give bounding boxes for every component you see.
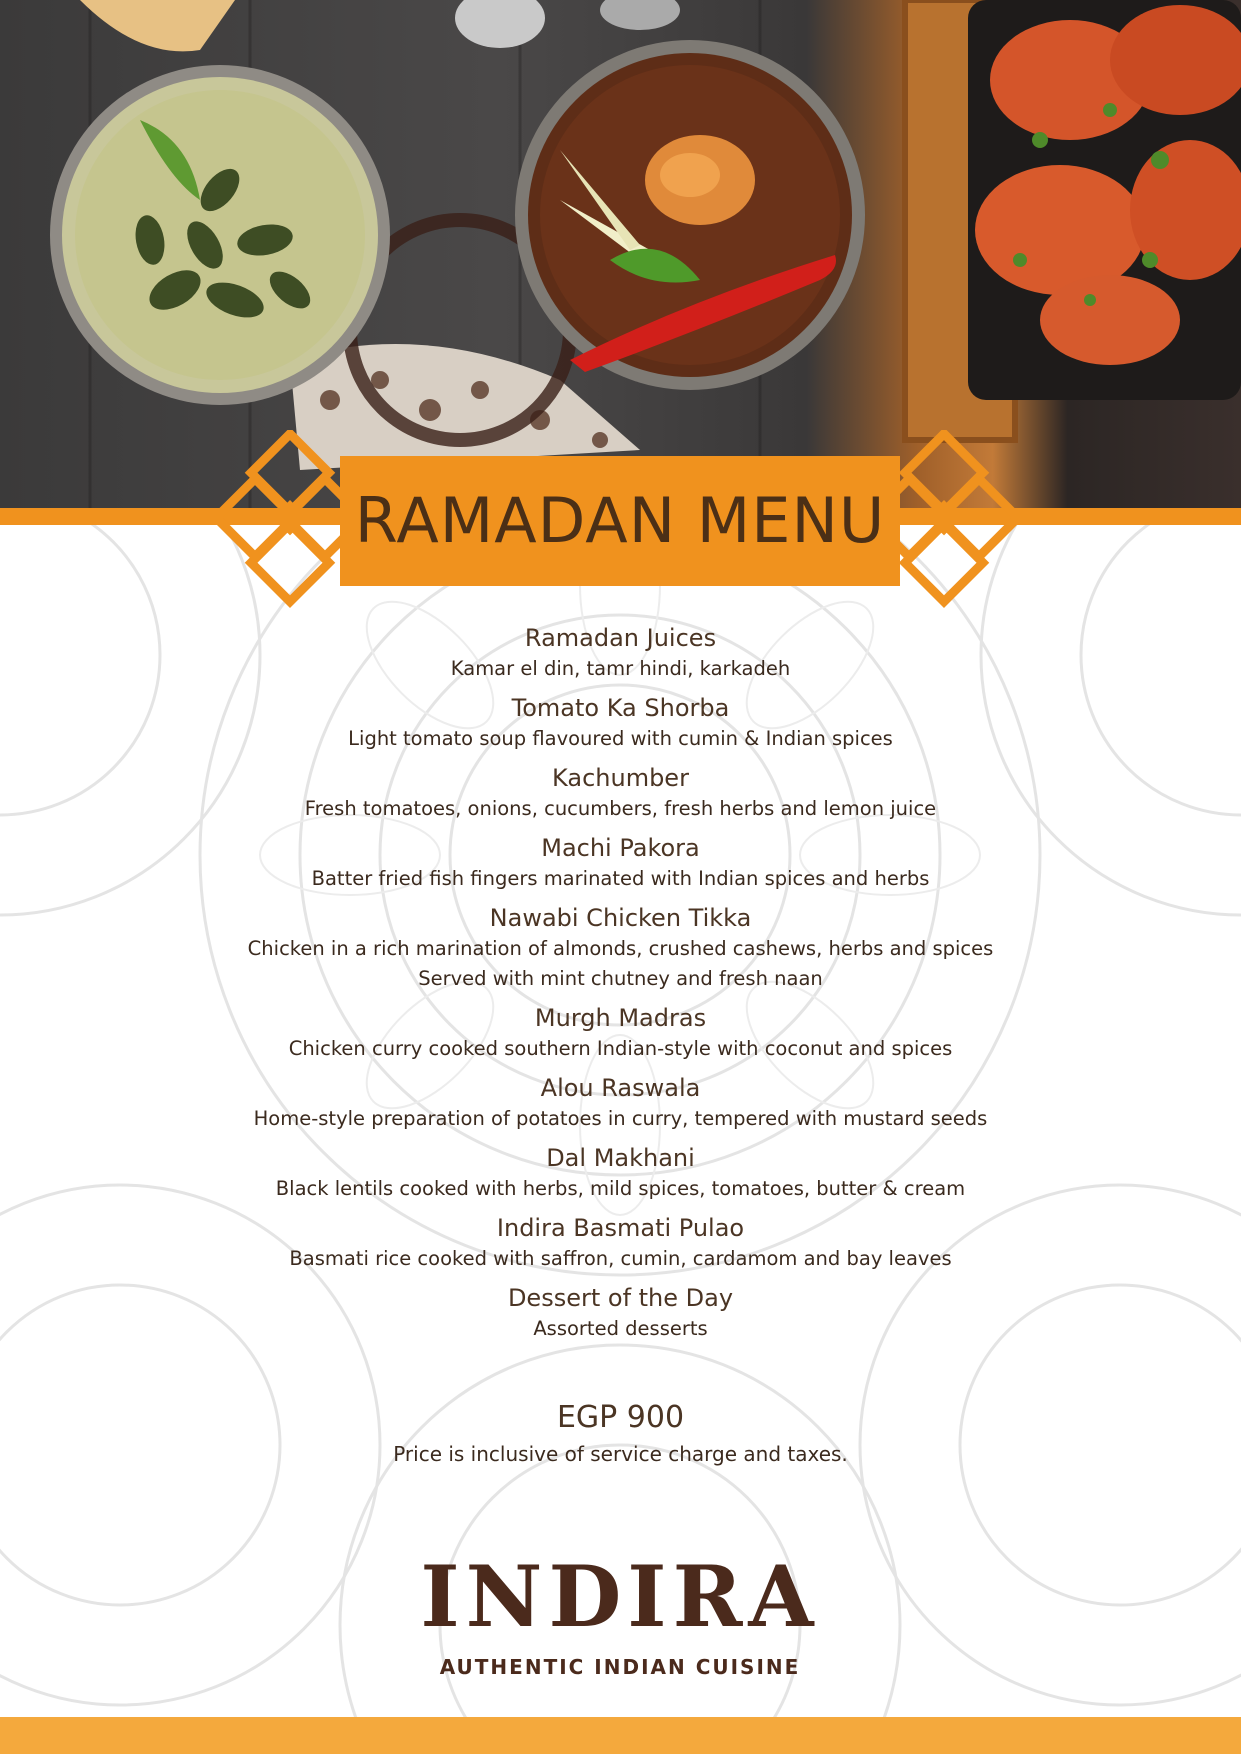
menu-item-name: Alou Raswala [540, 1074, 701, 1102]
brand-logo [370, 1547, 870, 1679]
menu-item-name: Dessert of the Day [507, 1284, 734, 1312]
price-note: Price is inclusive of service charge and taxes. [393, 1442, 848, 1466]
brand-name: INDIRA [420, 1547, 820, 1646]
menu-item-name: Kachumber [552, 764, 689, 792]
menu-item-name: Ramadan Juices [524, 624, 717, 652]
price: EGP 900 [556, 1400, 685, 1435]
menu-list [150, 622, 1091, 1352]
food-photo [0, 0, 1241, 508]
page-title: RAMADAN MENU [354, 484, 886, 557]
menu-item-description: Assorted desserts [533, 1317, 708, 1340]
menu-item-description: Chicken curry cooked southern Indian-style with coconut and spices [288, 1037, 953, 1060]
menu-item-description: Batter fried fish fingers marinated with Indian spices and herbs [311, 867, 930, 890]
food-illustration [0, 0, 1241, 508]
menu-item-name: Nawabi Chicken Tikka [489, 904, 752, 932]
price-block [150, 1396, 1091, 1468]
menu-item [150, 1002, 1091, 1064]
menu-item-name: Indira Basmati Pulao [496, 1214, 745, 1242]
menu-item-description: Basmati rice cooked with saffron, cumin, cardamom and bay leaves [289, 1247, 952, 1270]
menu-item-description: Home-style preparation of potatoes in curry, tempered with mustard seeds [253, 1107, 988, 1130]
menu-item-description: Chicken in a rich marination of almonds, crushed cashews, herbs and spices [247, 937, 994, 960]
menu-item [150, 902, 1091, 994]
menu-item-name: Murgh Madras [534, 1004, 707, 1032]
menu-item [150, 1142, 1091, 1204]
menu-item-name: Dal Makhani [546, 1144, 695, 1172]
menu-item-description: Kamar el din, tamr hindi, karkadeh [450, 657, 791, 680]
brand-tagline: AUTHENTIC INDIAN CUISINE [439, 1655, 801, 1679]
menu-item [150, 762, 1091, 824]
menu-item [150, 692, 1091, 754]
menu-item-description: Light tomato soup flavoured with cumin & Indian spices [348, 727, 893, 750]
menu-item [150, 1072, 1091, 1134]
footer-accent-band [0, 1717, 1241, 1754]
menu-item [150, 832, 1091, 894]
menu-item-description: Black lentils cooked with herbs, mild spices, tomatoes, butter & cream [275, 1177, 966, 1200]
menu-item [150, 1282, 1091, 1344]
menu-item-description: Fresh tomatoes, onions, cucumbers, fresh herbs and lemon juice [304, 797, 937, 820]
menu-item-name: Machi Pakora [541, 834, 700, 862]
menu-item-name: Tomato Ka Shorba [511, 694, 730, 722]
menu-item [150, 622, 1091, 684]
menu-item [150, 1212, 1091, 1274]
menu-item-description: Served with mint chutney and fresh naan [418, 967, 823, 990]
title-banner [340, 456, 900, 586]
